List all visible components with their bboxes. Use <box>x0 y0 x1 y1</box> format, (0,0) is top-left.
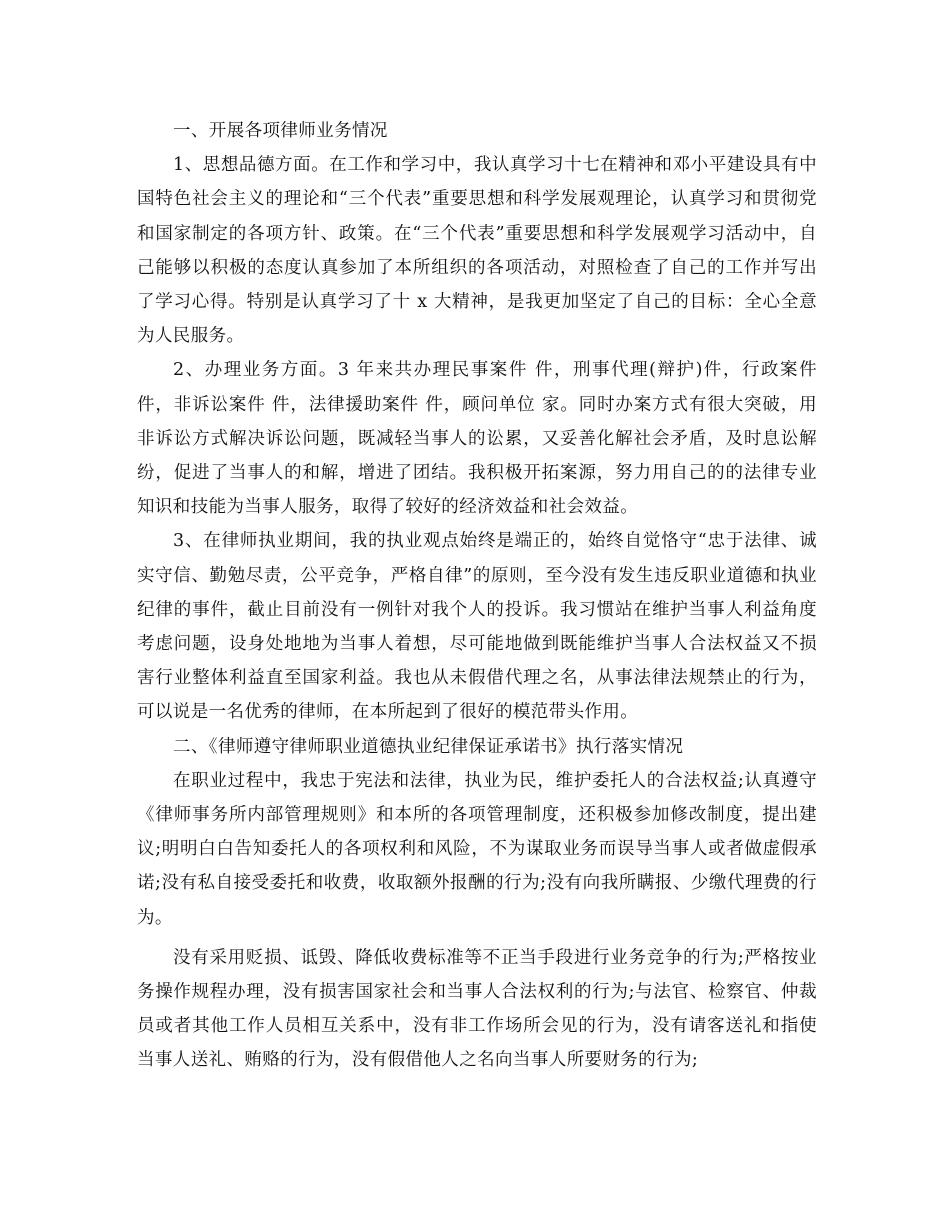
paragraph-commitment: 在职业过程中，我忠于宪法和法律，执业为民，维护委托人的合法权益;认真遵守《律师事务所内部管理规则》和本所的各项管理制度，还积极参加修改制度，提出建议;明明白白告知委托人的各项权利和风险，不为谋取业务而误导当事人或者做虚假承诺;没有私自接受委托和收费，收取额外报酬的行为;没有向我所瞒报、少缴代理费的行为。 <box>137 770 817 928</box>
document-body <box>137 114 817 1078</box>
paragraph-practice: 3、在律师执业期间，我的执业观点始终是端正的，始终自觉恪守“忠于法律、诚实守信、勤勉尽责，公平竞争，严格自律”的原则，至今没有发生违反职业道德和执业纪律的事件，截止目前没有一例针对我个人的投诉。我习惯站在维护当事人利益角度考虑问题，设身处地地为当事人着想，尽可能地做到既能维护当事人合法权益又不损害行业整体利益直至国家利益。我也从未假借代理之名，从事法律法规禁止的行为，可以说是一名优秀的律师，在本所起到了很好的模范带头作用。 <box>137 531 817 723</box>
section-heading-2: 二、《律师遵守律师职业道德执业纪律保证承诺书》执行落实情况 <box>173 736 684 757</box>
paragraph-ideology: 1、思想品德方面。在工作和学习中，我认真学习十七在精神和邓小平建设具有中国特色社会主义的理论和“三个代表”重要思想和科学发展观理论，认真学习和贯彻党和国家制定的各项方针、政策。在“三个代表”重要思想和科学发展观学习活动中，自己能够以积极的态度认真参加了本所组织的各项活动，对照检查了自己的工作并写出了学习心得。特别是认真学习了十 x 大精神，是我更加坚定了自己的目标：全心全意为人民服务。 <box>137 155 817 347</box>
paragraph-competition: 没有采用贬损、诋毁、降低收费标准等不正当手段进行业务竞争的行为;严格按业务操作规程办理，没有损害国家社会和当事人合法权利的行为;与法官、检察官、仲裁员或者其他工作人员相互关系中，没有非工作场所会见的行为，没有请客送礼和指使当事人送礼、贿赂的行为，没有假借他人之名向当事人所要财务的行为; <box>137 947 817 1071</box>
paragraph-business: 2、办理业务方面。3 年来共办理民事案件 件，刑事代理(辩护)件，行政案件 件，非诉讼案件 件，法律援助案件 件，顾问单位 家。同时办案方式有很大突破，用非诉讼方式解决诉讼问题，既减轻当事人的讼累，又妥善化解社会矛盾，及时息讼解纷，促进了当事人的和解，增进了团结。我积极开拓案源，努力用自己的的法律专业知识和技能为当事人服务，取得了较好的经济效益和社会效益。 <box>137 360 817 518</box>
section-heading-1: 一、开展各项律师业务情况 <box>173 121 388 141</box>
